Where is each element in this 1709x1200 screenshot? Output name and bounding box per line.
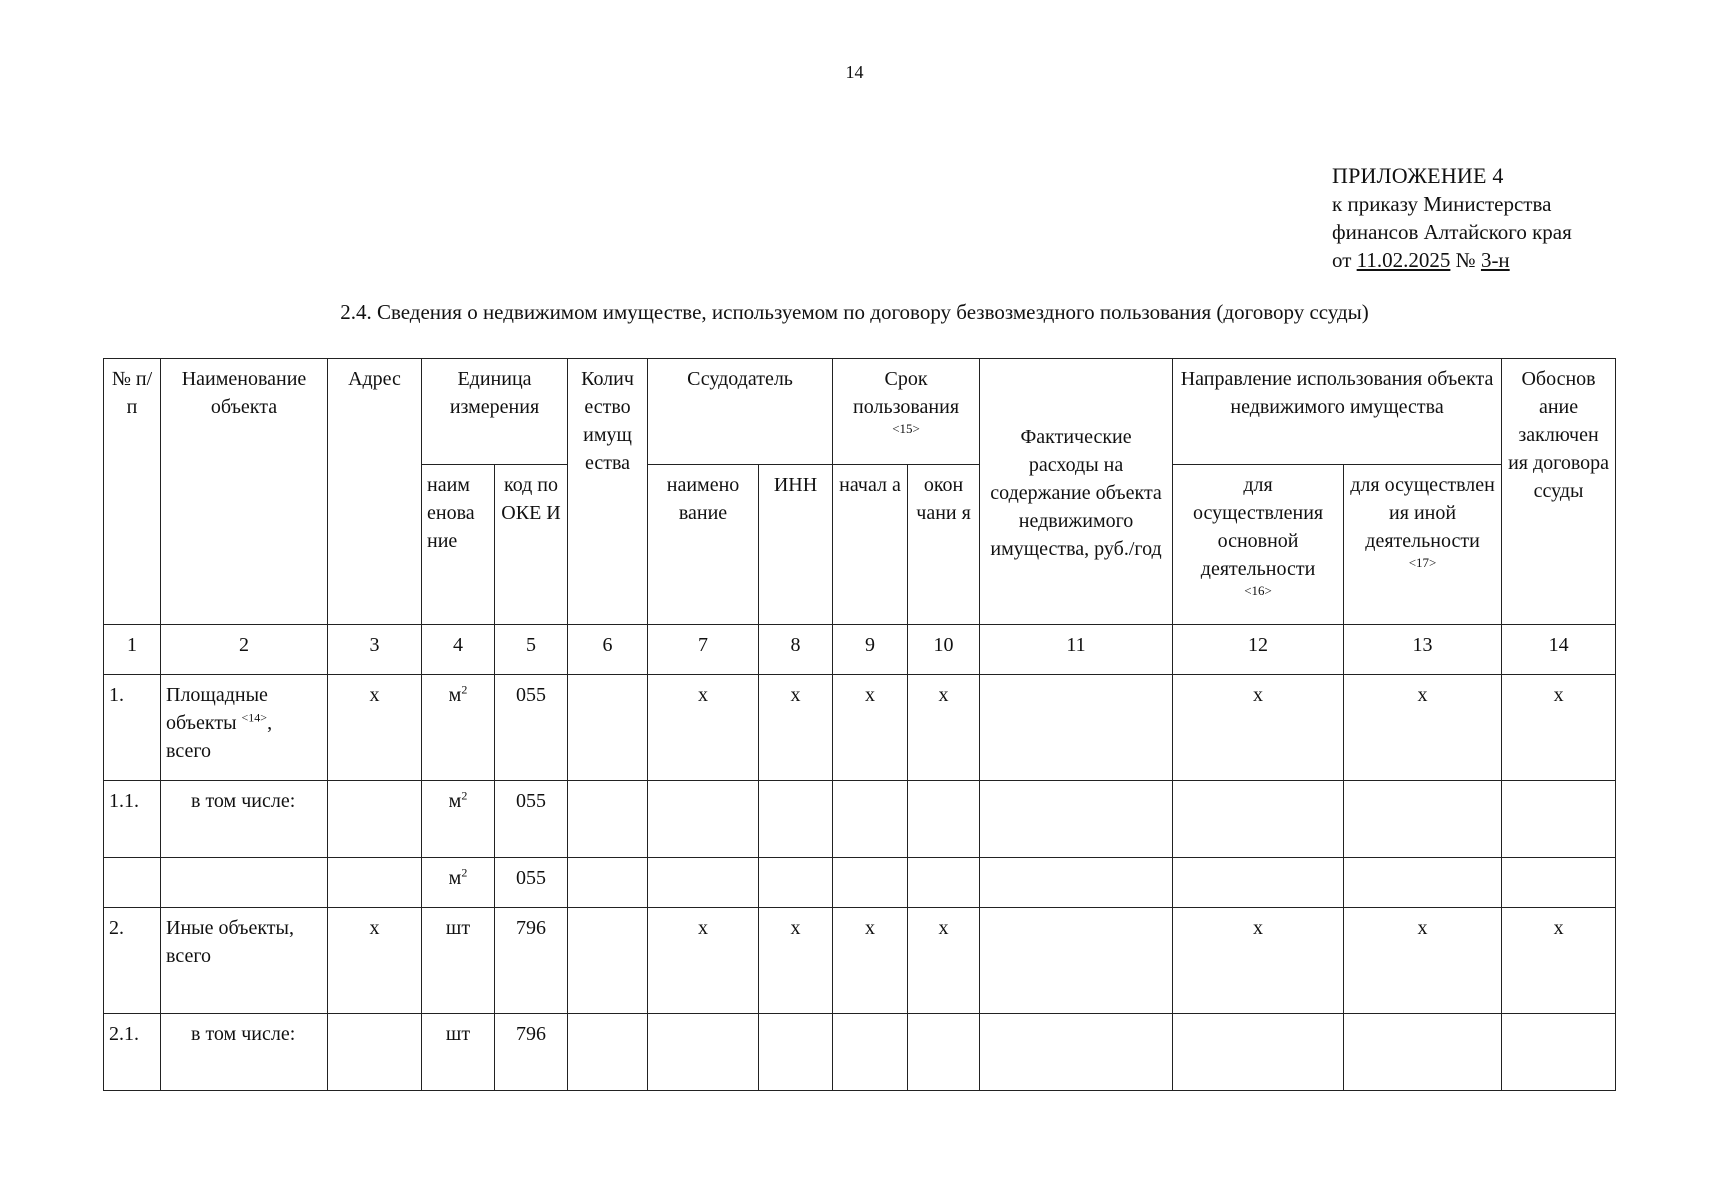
- row-number: 1.1.: [104, 781, 161, 858]
- header-dir-other: [1344, 465, 1502, 625]
- appendix-number: 3-н: [1480, 248, 1510, 272]
- row-term-end: x: [908, 675, 980, 781]
- row-basis: x: [1502, 675, 1616, 781]
- unit-sup: 2: [461, 788, 468, 803]
- row-term-start: x: [833, 675, 908, 781]
- header-dir-other-label: для осуществлен ия иной деятельности: [1350, 474, 1495, 552]
- header-lender-inn: ИНН: [759, 465, 833, 625]
- unit-sup: 2: [461, 682, 468, 697]
- row-address: x: [328, 908, 422, 1014]
- row-code: 796: [495, 908, 568, 1014]
- row-term-end: [908, 1014, 980, 1091]
- header-lender-name: наимено вание: [648, 465, 759, 625]
- row-dir-other: [1344, 781, 1502, 858]
- row-code: 055: [495, 675, 568, 781]
- row-term-start: [833, 1014, 908, 1091]
- column-numbers-row: [104, 625, 1616, 675]
- table-row: [104, 908, 1616, 1014]
- appendix-line-2: финансов Алтайского края: [1332, 220, 1572, 244]
- row-term-start: x: [833, 908, 908, 1014]
- column-number: 6: [568, 625, 648, 675]
- row-inn: [759, 858, 833, 908]
- column-number: 3: [328, 625, 422, 675]
- row-costs: [980, 908, 1173, 1014]
- column-number: 4: [422, 625, 495, 675]
- row-qty: [568, 781, 648, 858]
- row-qty: [568, 675, 648, 781]
- row-name-tail: , всего: [166, 712, 273, 762]
- footnote-16: <16>: [1244, 583, 1272, 598]
- section-heading: 2.4. Сведения о недвижимом имуществе, используемом по договору безвозмездного пользования (договору ссуды): [340, 300, 1369, 324]
- row-name: в том числе:: [161, 1014, 328, 1091]
- column-number: 14: [1502, 625, 1616, 675]
- row-number: 2.1.: [104, 1014, 161, 1091]
- row-code: 055: [495, 781, 568, 858]
- row-number: 1.: [104, 675, 161, 781]
- row-qty: [568, 858, 648, 908]
- header-unit: Единица измерения: [422, 359, 568, 465]
- row-unit: [422, 781, 495, 858]
- row-code: 796: [495, 1014, 568, 1091]
- row-name: в том числе:: [161, 781, 328, 858]
- column-number: 7: [648, 625, 759, 675]
- row-costs: [980, 858, 1173, 908]
- row-costs: [980, 675, 1173, 781]
- table-row: [104, 781, 1616, 858]
- row-dir-main: [1173, 1014, 1344, 1091]
- row-name: [161, 675, 328, 781]
- row-term-start: [833, 858, 908, 908]
- row-inn: [759, 781, 833, 858]
- header-num: № п/п: [104, 359, 161, 625]
- row-name: Иные объекты, всего: [161, 908, 328, 1014]
- row-term-end: [908, 858, 980, 908]
- table-row: [104, 1014, 1616, 1091]
- header-costs: Фактические расходы на содержание объекта недвижимого имущества, руб./год: [980, 359, 1173, 625]
- row-dir-other: [1344, 1014, 1502, 1091]
- row-number: [104, 858, 161, 908]
- header-dir-main-label: для осуществления основной деятельности: [1192, 474, 1324, 580]
- header-unit-name: наим енова ние: [422, 465, 495, 625]
- unit-text: м: [448, 790, 462, 812]
- row-costs: [980, 1014, 1173, 1091]
- row-address: x: [328, 675, 422, 781]
- row-inn: x: [759, 908, 833, 1014]
- footnote-14: <14>: [241, 710, 268, 725]
- column-number: 13: [1344, 625, 1502, 675]
- header-direction: Направление использования объекта недвижимого имущества: [1173, 359, 1502, 465]
- unit-sup: 2: [461, 865, 468, 880]
- row-inn: x: [759, 675, 833, 781]
- header-basis: Обоснов ание заключен ия договора ссуды: [1502, 359, 1616, 625]
- row-dir-main: x: [1173, 908, 1344, 1014]
- column-number: 11: [980, 625, 1173, 675]
- table-row: [104, 858, 1616, 908]
- appendix-prefix: от: [1332, 248, 1352, 272]
- unit-text: м: [448, 867, 462, 889]
- row-lender-name: [648, 1014, 759, 1091]
- row-qty: [568, 908, 648, 1014]
- header-row-1: [104, 359, 1616, 465]
- column-number: 8: [759, 625, 833, 675]
- row-dir-other: x: [1344, 675, 1502, 781]
- row-dir-main: x: [1173, 675, 1344, 781]
- property-table: [103, 358, 1616, 1091]
- table-row: [104, 675, 1616, 781]
- row-costs: [980, 781, 1173, 858]
- row-dir-other: [1344, 858, 1502, 908]
- row-lender-name: [648, 858, 759, 908]
- column-number: 10: [908, 625, 980, 675]
- row-lender-name: x: [648, 908, 759, 1014]
- appendix-line-1: к приказу Министерства: [1332, 192, 1552, 216]
- row-unit: [422, 675, 495, 781]
- row-term-start: [833, 781, 908, 858]
- row-dir-other: x: [1344, 908, 1502, 1014]
- header-address: Адрес: [328, 359, 422, 625]
- appendix-date: 11.02.2025: [1356, 248, 1451, 272]
- header-term-start: начал а: [833, 465, 908, 625]
- header-name: Наименование объекта: [161, 359, 328, 625]
- row-basis: [1502, 858, 1616, 908]
- row-lender-name: [648, 781, 759, 858]
- row-name-text: Площадные объекты: [166, 684, 268, 734]
- column-number: 2: [161, 625, 328, 675]
- header-term-label: Срок пользования: [853, 368, 960, 418]
- row-inn: [759, 1014, 833, 1091]
- header-lender: Ссудодатель: [648, 359, 833, 465]
- row-code: 055: [495, 858, 568, 908]
- column-number: 1: [104, 625, 161, 675]
- appendix-date-line: [1332, 246, 1572, 274]
- row-address: [328, 858, 422, 908]
- appendix-block: [1332, 162, 1572, 274]
- footnote-17: <17>: [1408, 555, 1437, 570]
- row-dir-main: [1173, 781, 1344, 858]
- row-basis: [1502, 1014, 1616, 1091]
- row-dir-main: [1173, 858, 1344, 908]
- row-term-end: [908, 781, 980, 858]
- column-number: 5: [495, 625, 568, 675]
- header-term: [833, 359, 980, 465]
- header-term-end: окон чани я: [908, 465, 980, 625]
- row-unit: шт: [422, 908, 495, 1014]
- row-basis: x: [1502, 908, 1616, 1014]
- row-address: [328, 1014, 422, 1091]
- page-number: 14: [845, 62, 864, 82]
- column-number: 12: [1173, 625, 1344, 675]
- unit-text: м: [448, 684, 462, 706]
- row-lender-name: x: [648, 675, 759, 781]
- header-unit-code: код по ОКЕ И: [495, 465, 568, 625]
- row-basis: [1502, 781, 1616, 858]
- header-qty: Колич ество имущ ества: [568, 359, 648, 625]
- appendix-title: ПРИЛОЖЕНИЕ 4: [1332, 163, 1504, 188]
- row-address: [328, 781, 422, 858]
- row-unit: [422, 858, 495, 908]
- column-number: 9: [833, 625, 908, 675]
- row-qty: [568, 1014, 648, 1091]
- header-dir-main: [1173, 465, 1344, 625]
- row-number: 2.: [104, 908, 161, 1014]
- footnote-15: <15>: [892, 421, 920, 436]
- row-term-end: x: [908, 908, 980, 1014]
- row-name: [161, 858, 328, 908]
- appendix-number-label: №: [1455, 248, 1476, 272]
- row-unit: шт: [422, 1014, 495, 1091]
